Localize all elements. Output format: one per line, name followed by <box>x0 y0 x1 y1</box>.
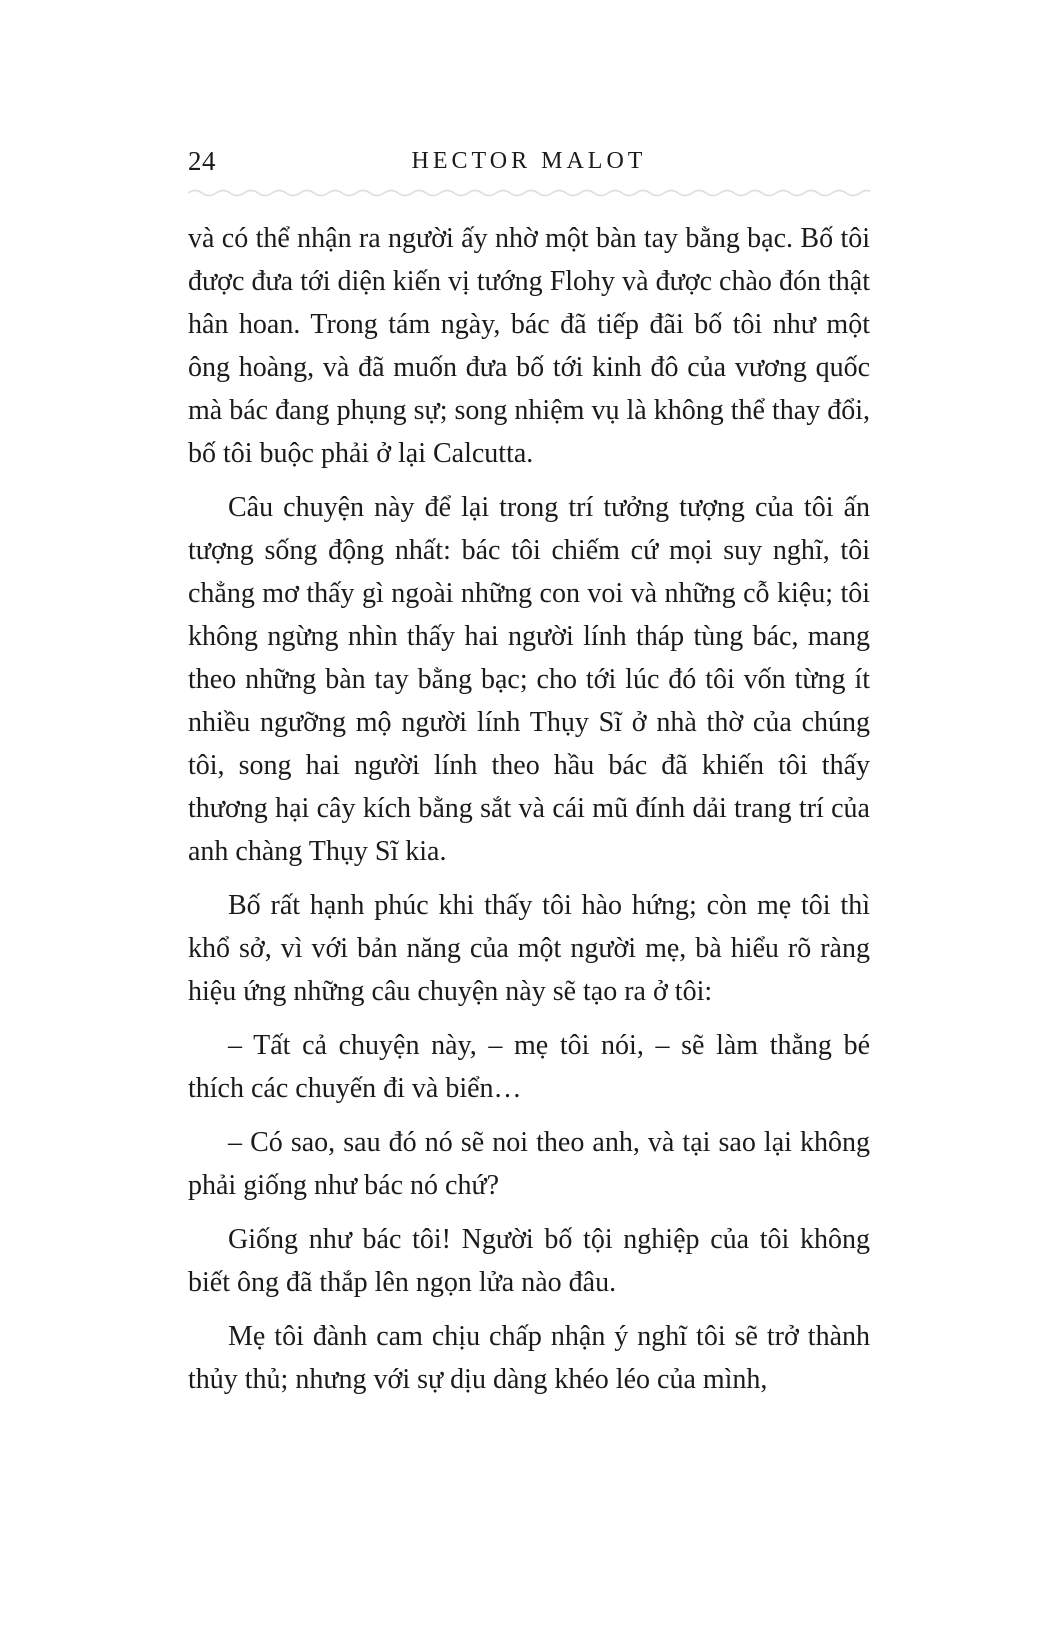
paragraph: Mẹ tôi đành cam chịu chấp nhận ý nghĩ tôi sẽ trở thành thủy thủ; nhưng với sự dịu dàng khéo léo của mình, <box>188 1321 870 1395</box>
paragraph: Bố rất hạnh phúc khi thấy tôi hào hứng; còn mẹ tôi thì khổ sở, vì với bản năng của một người mẹ, bà hiểu rõ ràng hiệu ứng những câu chuyện này sẽ tạo ra ở tôi: <box>188 890 870 1007</box>
page-header <box>188 146 870 178</box>
paragraph: và có thể nhận ra người ấy nhờ một bàn tay bằng bạc. Bố tôi được đưa tới diện kiến vị tướng Flohy và được chào đón thật hân hoan. Trong tám ngày, bác đã tiếp đãi bố tôi như một ông hoàng, và đã muốn đưa bố tới kinh đô của vương quốc mà bác đang phụng sự; song nhiệm vụ là không thể thay đổi, bố tôi buộc phải ở lại Calcutta. <box>188 223 870 469</box>
paragraph-dialogue: – Có sao, sau đó nó sẽ noi theo anh, và tại sao lại không phải giống như bác nó chứ? <box>188 1127 870 1201</box>
page-number: 24 <box>188 146 216 176</box>
wavy-divider-rule <box>188 188 870 197</box>
paragraph: Giống như bác tôi! Người bố tội nghiệp của tôi không biết ông đã thắp lên ngọn lửa nào đâu. <box>188 1224 870 1298</box>
paragraph-dialogue: – Tất cả chuyện này, – mẹ tôi nói, – sẽ làm thằng bé thích các chuyến đi và biển… <box>188 1030 870 1104</box>
paragraph: Câu chuyện này để lại trong trí tưởng tượng của tôi ấn tượng sống động nhất: bác tôi chiếm cứ mọi suy nghĩ, tôi chẳng mơ thấy gì ngoài những con voi và những cỗ kiệu; tôi không ngừng nhìn thấy hai người lính tháp tùng bác, mang theo những bàn tay bằng bạc; cho tới lúc đó tôi vốn từng ít nhiều ngưỡng mộ người lính Thụy Sĩ ở nhà thờ của chúng tôi, song hai người lính theo hầu bác đã khiến tôi thấy thương hại cây kích bằng sắt và cái mũ đính dải trang trí của anh chàng Thụy Sĩ kia. <box>188 492 870 867</box>
page-body <box>188 217 870 1401</box>
running-title: HECTOR MALOT <box>411 148 647 174</box>
